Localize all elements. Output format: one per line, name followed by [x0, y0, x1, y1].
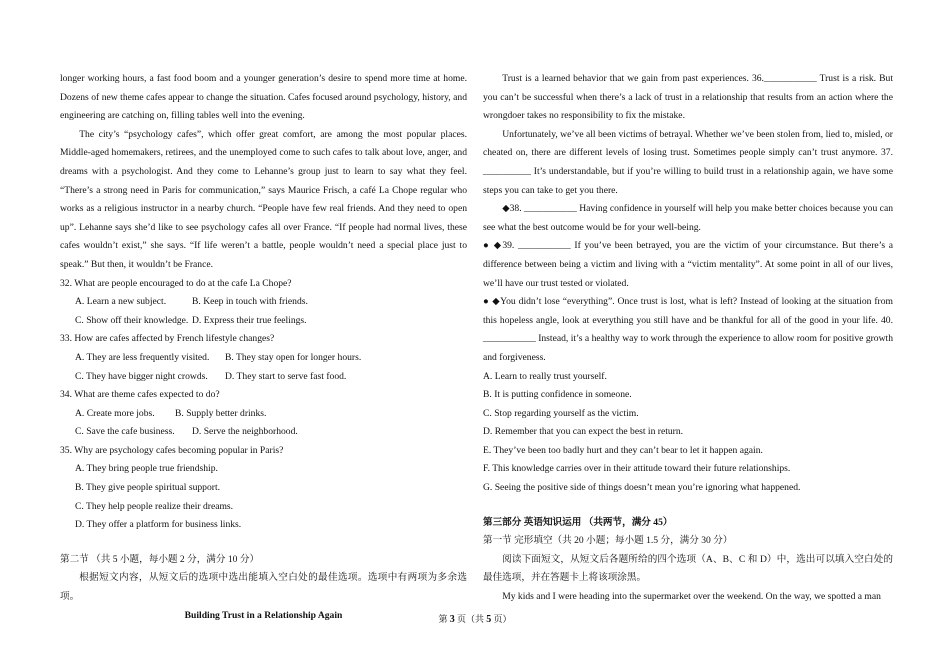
option: D. They start to serve fast food. [225, 370, 347, 382]
right-column [483, 70, 893, 607]
option: A. They bring people true friendship. [75, 463, 218, 475]
footer-text: 页（共 [454, 614, 487, 624]
passage-title: Building Trust in a Relationship Again [184, 609, 343, 621]
section2-instruction: 根据短文内容，从短文后的选项中选出能填入空白处的最佳选项。选项中有两项为多余选项。 [60, 572, 467, 603]
option: C. They have bigger night crowds. [75, 370, 208, 382]
section1-instruction: 阅读下面短文，从短文后各题所给的四个选项（A、B、C 和 D）中，选出可以填入空白处的最佳选项，并在答题卡上将该项涂黑。 [483, 553, 893, 584]
option: B. They stay open for longer hours. [225, 351, 362, 363]
answer-option: G. Seeing the positive side of things doesn’t mean you’re ignoring what happened. [483, 482, 801, 494]
paragraph: ◆38. ___________ Having confidence in yourself will help you make better choices because you can see what the best outcome would be for your well-being. [483, 203, 893, 233]
answer-option: C. Stop regarding yourself as the victim. [483, 407, 639, 419]
option-row [60, 405, 467, 424]
footer-text: 第 [438, 614, 450, 624]
option-row [60, 312, 467, 331]
paragraph: ● ◆You didn’t lose “everything”. Once trust is lost, what is left? Instead of looking at the situation from this hopeless angle, look at everything you still have and be thankful for all of the good in your life. 40. ___________ Instead, it’s a healthy way to work through the experience to allow room for positive growth and forgiveness. [483, 296, 893, 363]
question-32: 32. What are people encouraged to do at the cafe La Chope? [60, 277, 292, 289]
answer-option: E. They’ve been too badly hurt and they can’t bear to let it happen again. [483, 444, 763, 456]
option: A. They are less frequently visited. [75, 351, 210, 363]
page-footer [0, 612, 950, 625]
option: A. Create more jobs. [75, 407, 155, 419]
paragraph: Trust is a learned behavior that we gain from past experiences. 36.___________ Trust is a risk. But you can’t be successful when there’s a lack of trust in a relationship that results from an action where the wrongdoer takes no responsibility to fix the mistake. [483, 73, 893, 122]
option: D. Serve the neighborhood. [192, 426, 298, 438]
answer-option: F. This knowledge carries over in their attitude toward their future relationships. [483, 463, 791, 475]
page-number: 3 [449, 614, 455, 625]
paragraph: ● ◆39. ___________ If you’ve been betrayed, you are the victim of your circumstance. But there’s a difference between being a victim and living with a “victim mentality”. At some point in all of our lives, we’ll have our trust tested or violated. [483, 240, 893, 289]
question-33: 33. How are cafes affected by French lifestyle changes? [60, 333, 275, 345]
option: B. They give people spiritual support. [75, 482, 221, 494]
option: A. Learn a new subject. [75, 296, 167, 308]
question-34: 34. What are theme cafes expected to do? [60, 389, 220, 401]
paragraph: longer working hours, a fast food boom and a younger generation’s desire to spend more time at home. Dozens of new theme cafes appear to change the situation. Cafes focused around psychology, history, and engineering are catching on, filling tables well into the evening. [60, 73, 467, 122]
option: D. Express their true feelings. [192, 314, 307, 326]
left-column [60, 70, 467, 625]
question-35: 35. Why are psychology cafes becoming popular in Paris? [60, 444, 284, 456]
option-row [60, 423, 467, 442]
option-row [60, 349, 467, 368]
option: B. Keep in touch with friends. [192, 296, 308, 308]
option: D. They offer a platform for business links. [75, 519, 242, 531]
part3-title: 第三部分 英语知识运用 （共两节，满分 45） [483, 516, 673, 528]
answer-option: B. It is putting confidence in someone. [483, 389, 632, 401]
option: C. Save the cafe business. [75, 426, 175, 438]
option-row [60, 293, 467, 312]
passage-start: My kids and I were heading into the supermarket over the weekend. On the way, we spotted a man [502, 591, 881, 603]
answer-option: D. Remember that you can expect the best in return. [483, 426, 684, 438]
section2-title: 第二节 （共 5 小题，每小题 2 分，满分 10 分） [60, 553, 260, 565]
option: B. Supply better drinks. [175, 407, 267, 419]
paragraph: Unfortunately, we’ve all been victims of betrayal. Whether we’ve been stolen from, lied to, misled, or cheated on, there are different levels of losing trust. Sometimes people simply can’t trust anymore. 37. __________ It’s understandable, but if you’re willing to build trust in a relationship again, we have some steps you can take to get you there. [483, 128, 894, 196]
section1-title: 第一节 完形填空（共 20 小题；每小题 1.5 分，满分 30 分） [483, 535, 733, 547]
page-total: 5 [486, 614, 492, 625]
option: C. They help people realize their dreams. [75, 500, 234, 512]
option-row [60, 368, 467, 387]
footer-text: 页） [491, 614, 512, 624]
paragraph: The city’s “psychology cafes”, which offer great comfort, are among the most popular places. Middle-aged homemakers, retirees, and the unemployed come to such cafes to talk about love, anger, and dreams with a psychologist. And they come to Lehanne’s group just to learn to say what they feel. “There’s a strong need in Paris for communication,” says Maurice Frisch, a café La Chope regular who works as a religious instructor in a nearby church. “People have few real friends. And they need to open up”. Lehanne says she’d like to see psychology cafes all over France. “If people had normal lives, these cafes wouldn’t exist,” she says. “If life weren’t a battle, people wouldn’t need a special place just to speak.” But then, it wouldn’t be France. [60, 128, 467, 270]
option: C. Show off their knowledge. [75, 314, 189, 326]
answer-option: A. Learn to really trust yourself. [483, 370, 607, 382]
